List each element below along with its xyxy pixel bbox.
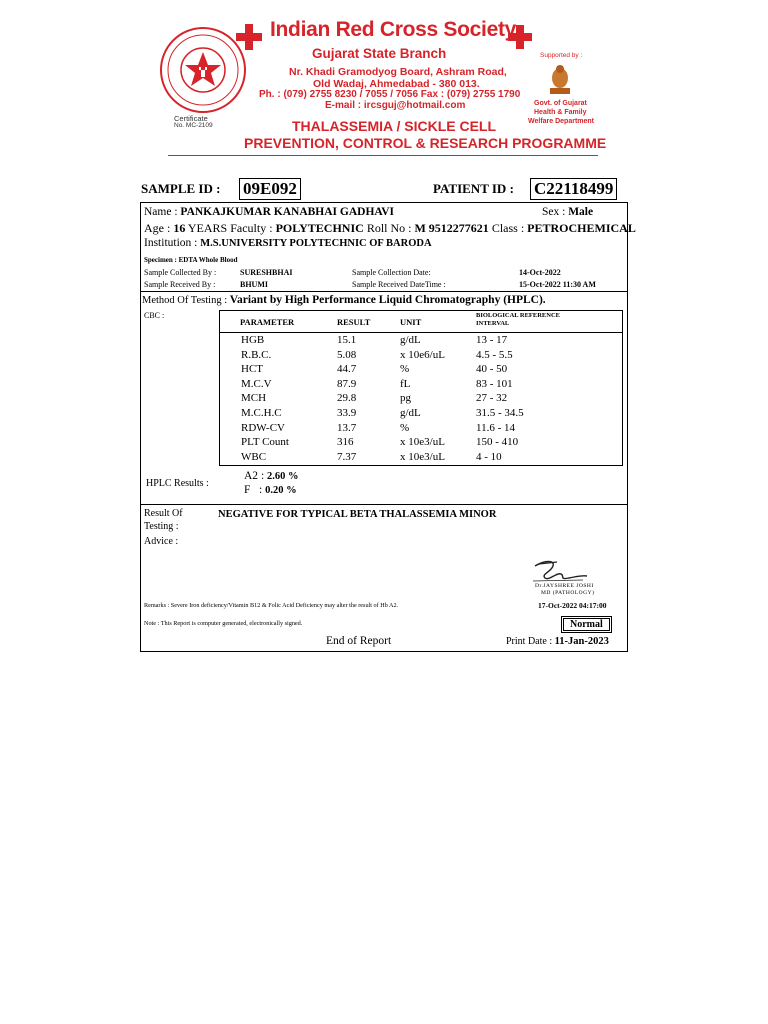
patient-id-box: C22118499 (530, 178, 617, 200)
received-datetime: 15-Oct-2022 11:30 AM (519, 280, 596, 289)
print-date-row (506, 636, 609, 647)
method-label: Method Of Testing : (142, 295, 228, 306)
hplc-label: HPLC Results : (146, 478, 209, 489)
name-label: Name : (144, 206, 178, 218)
cbc-parameter-cell: R.B.C. (241, 348, 272, 361)
col-header-reference: BIOLOGICAL REFERENCE (476, 312, 560, 319)
received-datetime-label: Sample Received DateTime : (352, 280, 446, 289)
cbc-result-cell: 7.37 (337, 450, 357, 463)
collection-date: 14-Oct-2022 (519, 268, 561, 277)
f-label: F (244, 484, 251, 496)
red-cross-seal-logo (158, 25, 248, 117)
faculty-label: Faculty : (230, 221, 273, 235)
branch-name: Gujarat State Branch (312, 46, 447, 61)
print-date: 11-Jan-2023 (554, 636, 609, 647)
collected-by: SURESHBHAI (240, 268, 293, 277)
cbc-result-cell: 44.7 (337, 363, 357, 376)
header-divider (168, 155, 598, 156)
test-result: NEGATIVE FOR TYPICAL BETA THALASSEMIA MINOR (218, 509, 497, 520)
sex-row (542, 206, 593, 218)
patient-faculty: POLYTECHNIC (275, 221, 364, 235)
cbc-range-cell: 4.5 - 5.5 (476, 348, 513, 361)
institution-row (144, 237, 432, 249)
received-by-label: Sample Received By : (144, 280, 216, 289)
cbc-result-cell: 87.9 (337, 377, 357, 390)
org-title: Indian Red Cross Society (270, 18, 517, 41)
cbc-range-cell: 150 - 410 (476, 436, 519, 449)
cbc-result-cell: 316 (337, 436, 354, 449)
patient-sex: Male (568, 206, 594, 218)
cbc-parameter-cell: MCH (241, 392, 267, 405)
method-row (142, 294, 546, 306)
doctor-title: MD (PATHOLOGY) (541, 590, 595, 596)
cbc-unit-cell: g/dL (400, 407, 421, 419)
cbc-result-cell: 13.7 (337, 421, 357, 434)
state-emblem-icon (548, 62, 572, 96)
cbc-range-cell: 11.6 - 14 (476, 421, 516, 434)
email: E-mail : ircsguj@hotmail.com (325, 100, 466, 111)
cbc-range-cell: 40 - 50 (476, 363, 508, 376)
patient-name: PANKAJKUMAR KANABHAI GADHAVI (180, 206, 395, 218)
advice-label: Advice : (144, 536, 179, 547)
cbc-unit-cell: x 10e6/uL (400, 348, 445, 361)
cbc-unit-cell: g/dL (400, 334, 421, 346)
name-row (144, 206, 394, 218)
age-unit: YEARS (187, 221, 228, 235)
patient-age: 16 (173, 221, 186, 235)
collection-date-label: Sample Collection Date: (352, 268, 431, 277)
cbc-parameter-cell: WBC (241, 450, 267, 463)
cbc-parameter-cell: M.C.V (241, 377, 272, 390)
cbc-range-cell: 83 - 101 (476, 377, 513, 390)
a2-value: 2.60 % (267, 471, 299, 482)
red-cross-icon (236, 24, 262, 50)
cbc-label: CBC : (144, 311, 165, 320)
table-header-divider (219, 332, 623, 333)
programme-title-1: THALASSEMIA / SICKLE CELL (292, 118, 497, 134)
address-line-2: Old Wadaj, Ahmedabad - 380 013. (313, 78, 480, 90)
status-text: Normal (563, 618, 610, 631)
govt-line-3: Welfare Department (528, 118, 595, 125)
supported-by-label: Supported by : (540, 52, 583, 59)
a2-label: A2 (244, 470, 259, 482)
divider (140, 504, 628, 505)
institution-label: Institution : (144, 237, 198, 249)
patient-class: PETROCHEMICAL (527, 221, 636, 235)
cbc-unit-cell: pg (400, 392, 411, 405)
end-of-report: End of Report (326, 635, 392, 647)
cbc-unit-cell: x 10e3/uL (400, 450, 445, 463)
cbc-unit-cell: fL (400, 377, 411, 390)
cbc-unit-cell: % (400, 421, 410, 434)
cbc-result-cell: 29.8 (337, 392, 357, 405)
cbc-unit-cell: % (400, 363, 410, 376)
class-label: Class : (491, 221, 525, 235)
cbc-unit-cell: x 10e3/uL (400, 436, 445, 449)
certificate-label: Certificate (174, 114, 208, 123)
status-stamp (561, 616, 612, 633)
computer-generated-note: Note : This Report is computer generated, electronically signed. (144, 620, 303, 627)
result-label-1: Result Of (144, 508, 183, 519)
cbc-parameter-cell: PLT Count (241, 436, 289, 449)
age-row (144, 221, 636, 236)
certificate-number: No. MC-2109 (174, 122, 213, 129)
col-header-unit: UNIT (400, 317, 422, 327)
cbc-parameter-cell: RDW-CV (241, 421, 285, 434)
patient-institution: M.S.UNIVERSITY POLYTECHNIC OF BARODA (200, 238, 432, 249)
print-date-label: Print Date : (506, 636, 553, 647)
govt-line-1: Govt. of Gujarat (534, 100, 587, 107)
col-header-interval: INTERVAL (476, 320, 510, 327)
cbc-parameter-cell: M.C.H.C (241, 407, 282, 419)
collected-by-label: Sample Collected By : (144, 268, 217, 277)
sample-id-box: 09E092 (239, 178, 301, 200)
patient-roll-no: M 9512277621 (414, 221, 489, 235)
sample-id-label: SAMPLE ID : (141, 181, 221, 196)
hplc-a2-row: A2 : 2.60 % (244, 470, 299, 482)
f-value: 0.20 % (265, 485, 297, 496)
cbc-parameter-cell: HCT (241, 363, 263, 376)
phone-fax: Ph. : (079) 2755 8230 / 7055 / 7056 Fax : (079) 2755 1790 (259, 89, 521, 100)
cbc-range-cell: 27 - 32 (476, 392, 508, 405)
roll-label: Roll No : (366, 221, 412, 235)
doctor-name: Dr.JAYSHREE JOSHI (535, 583, 594, 589)
cbc-range-cell: 4 - 10 (476, 450, 502, 463)
patient-id-label: PATIENT ID : (433, 181, 514, 196)
cbc-parameter-cell: HGB (241, 334, 265, 346)
specimen-type: Specimen : EDTA Whole Blood (144, 256, 238, 264)
sex-label: Sex : (542, 206, 566, 218)
cbc-result-cell: 15.1 (337, 334, 357, 346)
cbc-result-cell: 33.9 (337, 407, 357, 419)
age-label: Age : (144, 221, 171, 235)
remarks: Remarks : Severe Iron deficiency/Vitamin B12 & Folic Acid Deficiency may alter the result of Hb A2. (144, 602, 399, 609)
programme-title-2: PREVENTION, CONTROL & RESEARCH PROGRAMME (244, 135, 607, 151)
result-label-2: Testing : (144, 521, 179, 532)
method-value: Variant by High Performance Liquid Chromatography (HPLC). (229, 294, 546, 306)
signed-timestamp: 17-Oct-2022 04:17:00 (538, 601, 607, 610)
col-header-result: RESULT (337, 317, 371, 327)
address-line-1: Nr. Khadi Gramodyog Board, Ashram Road, (289, 66, 507, 78)
received-by: BHUMI (240, 280, 268, 289)
doctor-signature (531, 558, 591, 584)
govt-line-2: Health & Family (534, 109, 587, 116)
divider (140, 291, 628, 292)
cbc-result-cell: 5.08 (337, 348, 357, 361)
hplc-f-row: F : 0.20 % (244, 484, 297, 496)
cbc-range-cell: 31.5 - 34.5 (476, 407, 524, 419)
col-header-parameter: PARAMETER (240, 317, 295, 327)
cbc-range-cell: 13 - 17 (476, 334, 508, 346)
